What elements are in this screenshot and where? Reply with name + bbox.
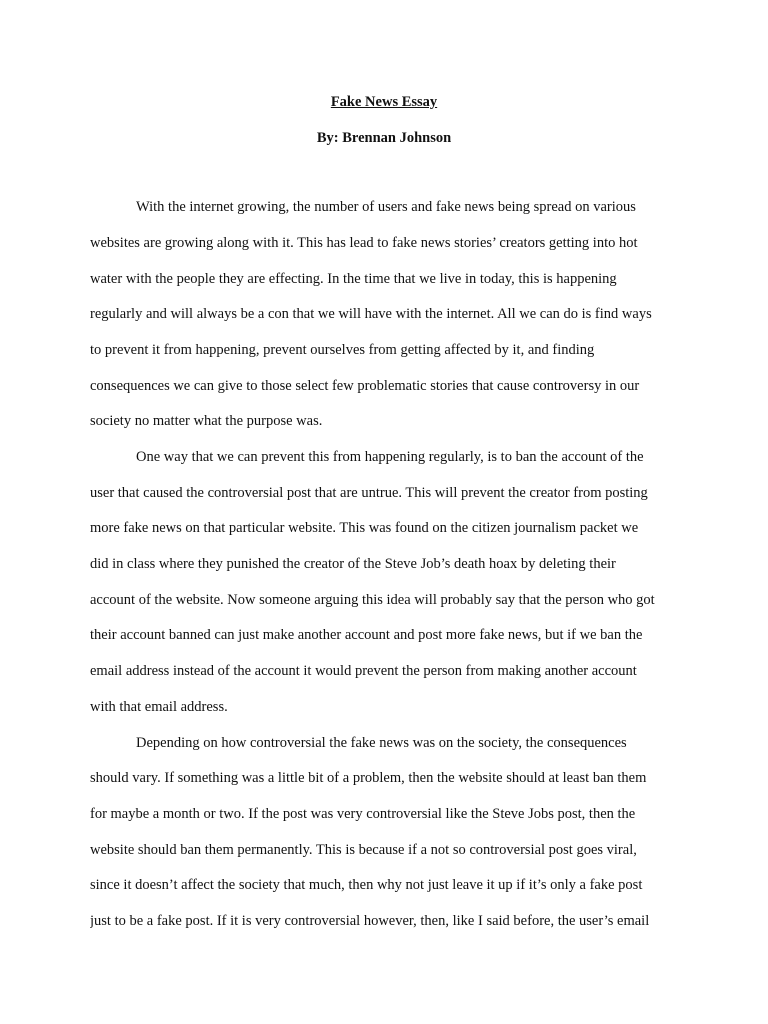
paragraph-1-line-2: websites are growing along with it. This has lead to fake news stories’ creators getting into hot	[90, 235, 638, 251]
paragraph-2-line-2: user that caused the controversial post that are untrue. This will prevent the creator from posting	[90, 485, 648, 501]
paragraph-1-line-5: to prevent it from happening, prevent ourselves from getting affected by it, and finding	[90, 342, 595, 358]
paragraph-3-line-5: since it doesn’t affect the society that much, then why not just leave it up if it’s only a fake post	[90, 877, 643, 893]
paragraph-3-line-4: website should ban them permanently. This is because if a not so controversial post goes viral,	[90, 842, 637, 858]
paragraph-2-line-8: with that email address.	[90, 699, 228, 715]
paragraph-1-line-7: society no matter what the purpose was.	[90, 413, 323, 429]
paragraph-2-line-7: email address instead of the account it would prevent the person from making another account	[90, 663, 637, 679]
paragraph-2-line-5: account of the website. Now someone arguing this idea will probably say that the person who got	[90, 592, 655, 608]
paragraph-3-line-1: Depending on how controversial the fake news was on the society, the consequences	[136, 735, 627, 751]
paragraph-2-line-3: more fake news on that particular website. This was found on the citizen journalism packet we	[90, 520, 639, 536]
paragraph-1-line-6: consequences we can give to those select few problematic stories that cause controversy in our	[90, 378, 640, 394]
essay-title: Fake News Essay	[330, 94, 438, 110]
essay-byline: By: Brennan Johnson	[316, 130, 452, 146]
paragraph-3-line-6: just to be a fake post. If it is very controversial however, then, like I said before, the user’s email	[90, 913, 650, 929]
paragraph-2-line-1: One way that we can prevent this from happening regularly, is to ban the account of the	[136, 449, 644, 465]
paragraph-3-line-3: for maybe a month or two. If the post was very controversial like the Steve Jobs post, then the	[90, 806, 636, 822]
paragraph-2-line-6: their account banned can just make another account and post more fake news, but if we ban the	[90, 627, 643, 643]
paragraph-2-line-4: did in class where they punished the creator of the Steve Job’s death hoax by deleting their	[90, 556, 616, 572]
paragraph-3-line-2: should vary. If something was a little bit of a problem, then the website should at least ban them	[90, 770, 647, 786]
paragraph-1-line-3: water with the people they are effecting. In the time that we live in today, this is happening	[90, 271, 617, 287]
paragraph-1-line-4: regularly and will always be a con that we will have with the internet. All we can do is find ways	[90, 306, 652, 322]
paragraph-1-line-1: With the internet growing, the number of users and fake news being spread on various	[136, 199, 636, 215]
